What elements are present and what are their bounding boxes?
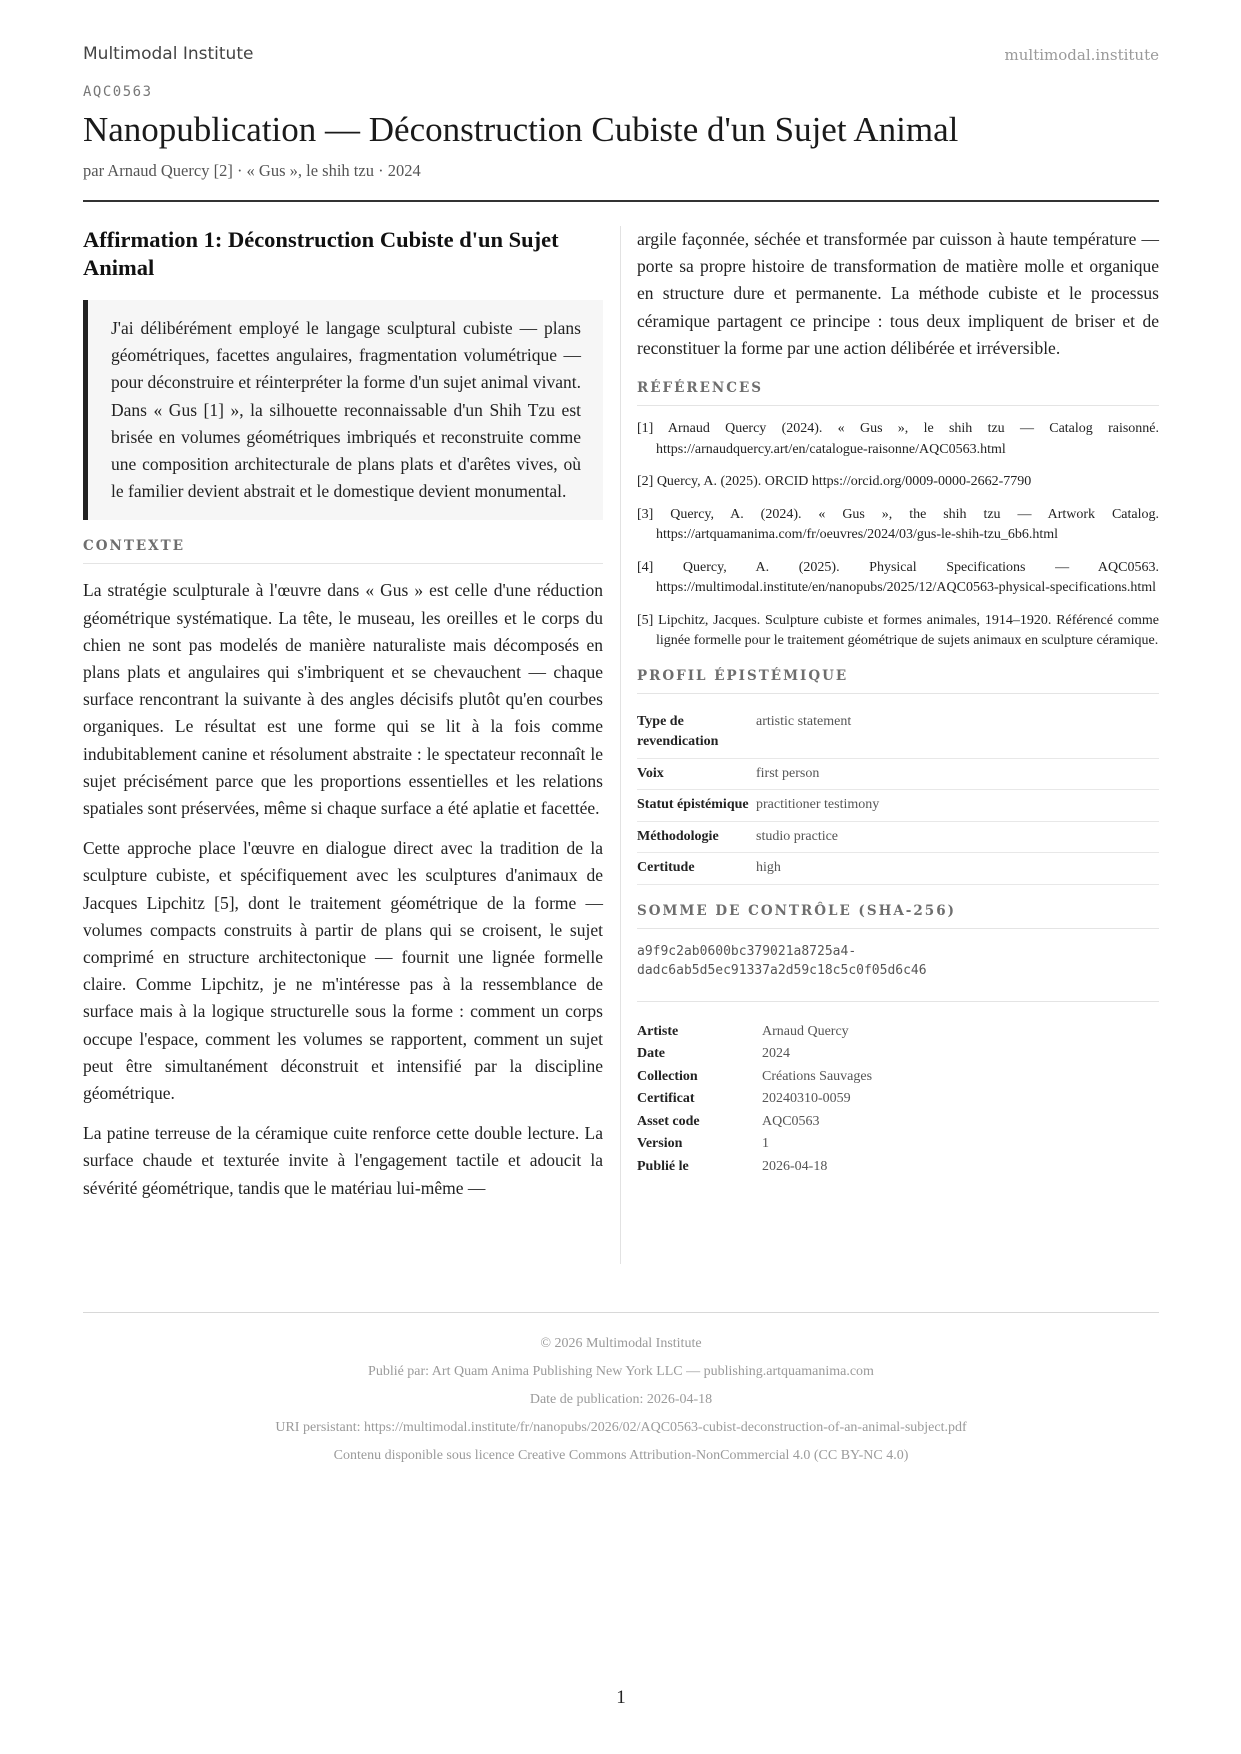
footer-publisher: Publié par: Art Quam Anima Publishing New York LLC — publishing.artquamanima.com	[368, 1364, 874, 1379]
page-header	[83, 44, 1159, 68]
profile-row	[637, 758, 1159, 790]
site-url: multimodal.institute	[1004, 46, 1159, 64]
profile-value: first person	[756, 758, 1159, 790]
checksum-line: a9f9c2ab0600bc379021a8725a4-	[637, 943, 857, 959]
context-paragraph: La patine terreuse de la céramique cuite renforce cette double lecture. La surface chaude et texturée invite à l'engagement tactile et adoucit la sévérité géométrique, tandis que le matériau lui-même —	[83, 1123, 603, 1198]
page-title: Nanopublication — Déconstruction Cubiste d'un Sujet Animal	[83, 110, 959, 149]
profile-key: Type de revendication	[637, 707, 756, 759]
metadata-value: 2026-04-18	[762, 1158, 828, 1174]
metadata-value: Créations Sauvages	[762, 1068, 873, 1084]
epistemic-profile-table	[637, 707, 1159, 885]
claim-title: Affirmation 1: Déconstruction Cubiste d'un Sujet Animal	[83, 227, 559, 280]
metadata-table	[637, 1021, 1159, 1179]
metadata-row	[637, 1043, 1159, 1066]
metadata-key: Asset code	[637, 1113, 700, 1129]
checksum-value	[637, 942, 1159, 1002]
checksum-line: dadc6ab5d5ec91337a2d59c18c5c0f05d6c46	[637, 962, 927, 978]
profile-row	[637, 821, 1159, 853]
profile-value: high	[756, 853, 1159, 885]
byline: par Arnaud Quercy [2] · « Gus », le shih tzu · 2024	[83, 161, 421, 180]
reference-item[interactable]: [2] Quercy, A. (2025). ORCID https://orcid.org/0009-0000-2662-7790	[637, 474, 1032, 490]
references-heading: RÉFÉRENCES	[637, 380, 1159, 406]
metadata-row	[637, 1088, 1159, 1111]
reference-item[interactable]: [4] Quercy, A. (2025). Physical Specifications — AQC0563. https://multimodal.institute/en/nanopubs/2025/12/AQC0563-physical-specifications.html	[637, 559, 1159, 596]
context-paragraph: Cette approche place l'œuvre en dialogue direct avec la tradition de la sculpture cubiste, et spécifiquement avec les sculptures d'animaux de Jacques Lipchitz [5], dont le traitement géométrique de la forme — volumes compacts construits à partir de plans qui se croisent, le sujet comprimé en structure architectonique — fournit une lignée formelle claire. Comme Lipchitz, je ne m'intéresse pas à la ressemblance de surface mais à la logique structurelle sous la forme : comment un corps occupe l'espace, comment les volumes se rapportent, comment un sujet peut être simultanément déconstruit et intensifié par la discipline géométrique.	[83, 838, 603, 1104]
metadata-value: 20240310-0059	[762, 1091, 851, 1107]
page-footer	[83, 1330, 1159, 1470]
footer-uri[interactable]: URI persistant: https://multimodal.institute/fr/nanopubs/2026/02/AQC0563-cubist-deconstruction-of-an-animal-subject.pdf	[275, 1420, 967, 1435]
context-paragraph: La stratégie sculpturale à l'œuvre dans « Gus » est celle d'une réduction géométrique systématique. La tête, le museau, les oreilles et le corps du chien ne sont pas modelés de manière naturaliste mais décomposés en plans plats et angulaires qui s'imbriquent et se chevauchent — chaque surface rencontrant la suivante à des angles décisifs plutôt qu'en courbes organiques. Le résultat est une forme qui se lit à la fois comme indubitablement canine et résolument abstraite : le spectateur reconnaît le sujet précisément parce que les proportions essentielles et les relations spatiales sont préservées, même si chaque surface a été aplatie et facettée.	[83, 580, 603, 819]
metadata-row	[637, 1066, 1159, 1089]
profile-row	[637, 707, 1159, 759]
context-continuation: argile façonnée, séchée et transformée par cuisson à haute température — porte sa propre histoire de transformation de matière molle et organique en structure dure et permanente. La méthode cubiste et le processus céramique partagent ce principe : tous deux impliquent de briser et de reconstituer la forme par une action délibérée et irréversible.	[637, 229, 1159, 358]
claim-quote: J'ai délibérément employé le langage sculptural cubiste — plans géométriques, facettes angulaires, fragmentation volumétrique — pour déconstruire et réinterpréter la forme d'un sujet animal vivant. Dans « Gus [1] », la silhouette reconnaissable d'un Shih Tzu est brisée en volumes géométriques imbriqués et reconstruite comme une composition architecturale de plans plats et d'arêtes vives, où le familier devient abstrait et le domestique devient monumental.	[83, 300, 603, 520]
epistemic-profile-heading: PROFIL ÉPISTÉMIQUE	[637, 668, 1159, 694]
asset-code: AQC0563	[83, 84, 153, 100]
metadata-value: 1	[762, 1136, 769, 1152]
metadata-value: 2024	[762, 1046, 790, 1062]
reference-item[interactable]: [3] Quercy, A. (2024). « Gus », the shih tzu — Artwork Catalog. https://artquamanima.com/fr/oeuvres/2024/03/gus-le-shih-tzu_6b6.html	[637, 506, 1159, 543]
profile-row	[637, 790, 1159, 822]
metadata-key: Version	[637, 1136, 683, 1152]
footer-divider	[83, 1312, 1159, 1313]
page-number: 1	[616, 1687, 626, 1708]
metadata-value: AQC0563	[762, 1113, 820, 1129]
footer-pubdate: Date de publication: 2026-04-18	[529, 1392, 713, 1407]
document-page	[83, 0, 1159, 1754]
profile-value: artistic statement	[756, 707, 1159, 759]
metadata-key: Artiste	[637, 1023, 679, 1039]
footer-copyright: © 2026 Multimodal Institute	[540, 1336, 702, 1351]
institute-name: Multimodal Institute	[83, 44, 254, 64]
reference-item[interactable]: [1] Arnaud Quercy (2024). « Gus », le shih tzu — Catalog raisonné. https://arnaudquercy.art/en/catalogue-raisonne/AQC0563.html	[637, 421, 1159, 457]
header-divider	[83, 200, 1159, 202]
right-column	[637, 226, 1159, 1178]
references-list	[637, 419, 1159, 652]
metadata-key: Collection	[637, 1068, 698, 1084]
metadata-row	[637, 1133, 1159, 1156]
reference-item: [5] Lipchitz, Jacques. Sculpture cubiste et formes animales, 1914–1920. Référencé comme lignée formelle pour le traitement géométrique de sujets animaux en sculpture céramique.	[637, 612, 1159, 649]
profile-key: Statut épistémique	[637, 790, 756, 822]
context-heading: CONTEXTE	[83, 538, 603, 564]
metadata-key: Date	[637, 1046, 665, 1062]
checksum-heading: SOMME DE CONTRÔLE (SHA-256)	[637, 903, 1159, 929]
metadata-row	[637, 1156, 1159, 1179]
profile-row	[637, 853, 1159, 885]
metadata-value: Arnaud Quercy	[762, 1023, 849, 1039]
footer-license: Contenu disponible sous licence Creative Commons Attribution-NonCommercial 4.0 (CC BY-NC 4.0)	[333, 1448, 909, 1463]
metadata-key: Publié le	[637, 1158, 689, 1174]
metadata-row	[637, 1111, 1159, 1134]
profile-key: Méthodologie	[637, 821, 756, 853]
profile-value: studio practice	[756, 821, 1159, 853]
profile-key: Voix	[637, 758, 756, 790]
profile-value: practitioner testimony	[756, 790, 1159, 822]
metadata-key: Certificat	[637, 1091, 695, 1107]
column-divider	[620, 226, 621, 1264]
left-column	[83, 226, 603, 1215]
metadata-row	[637, 1021, 1159, 1044]
profile-key: Certitude	[637, 853, 756, 885]
